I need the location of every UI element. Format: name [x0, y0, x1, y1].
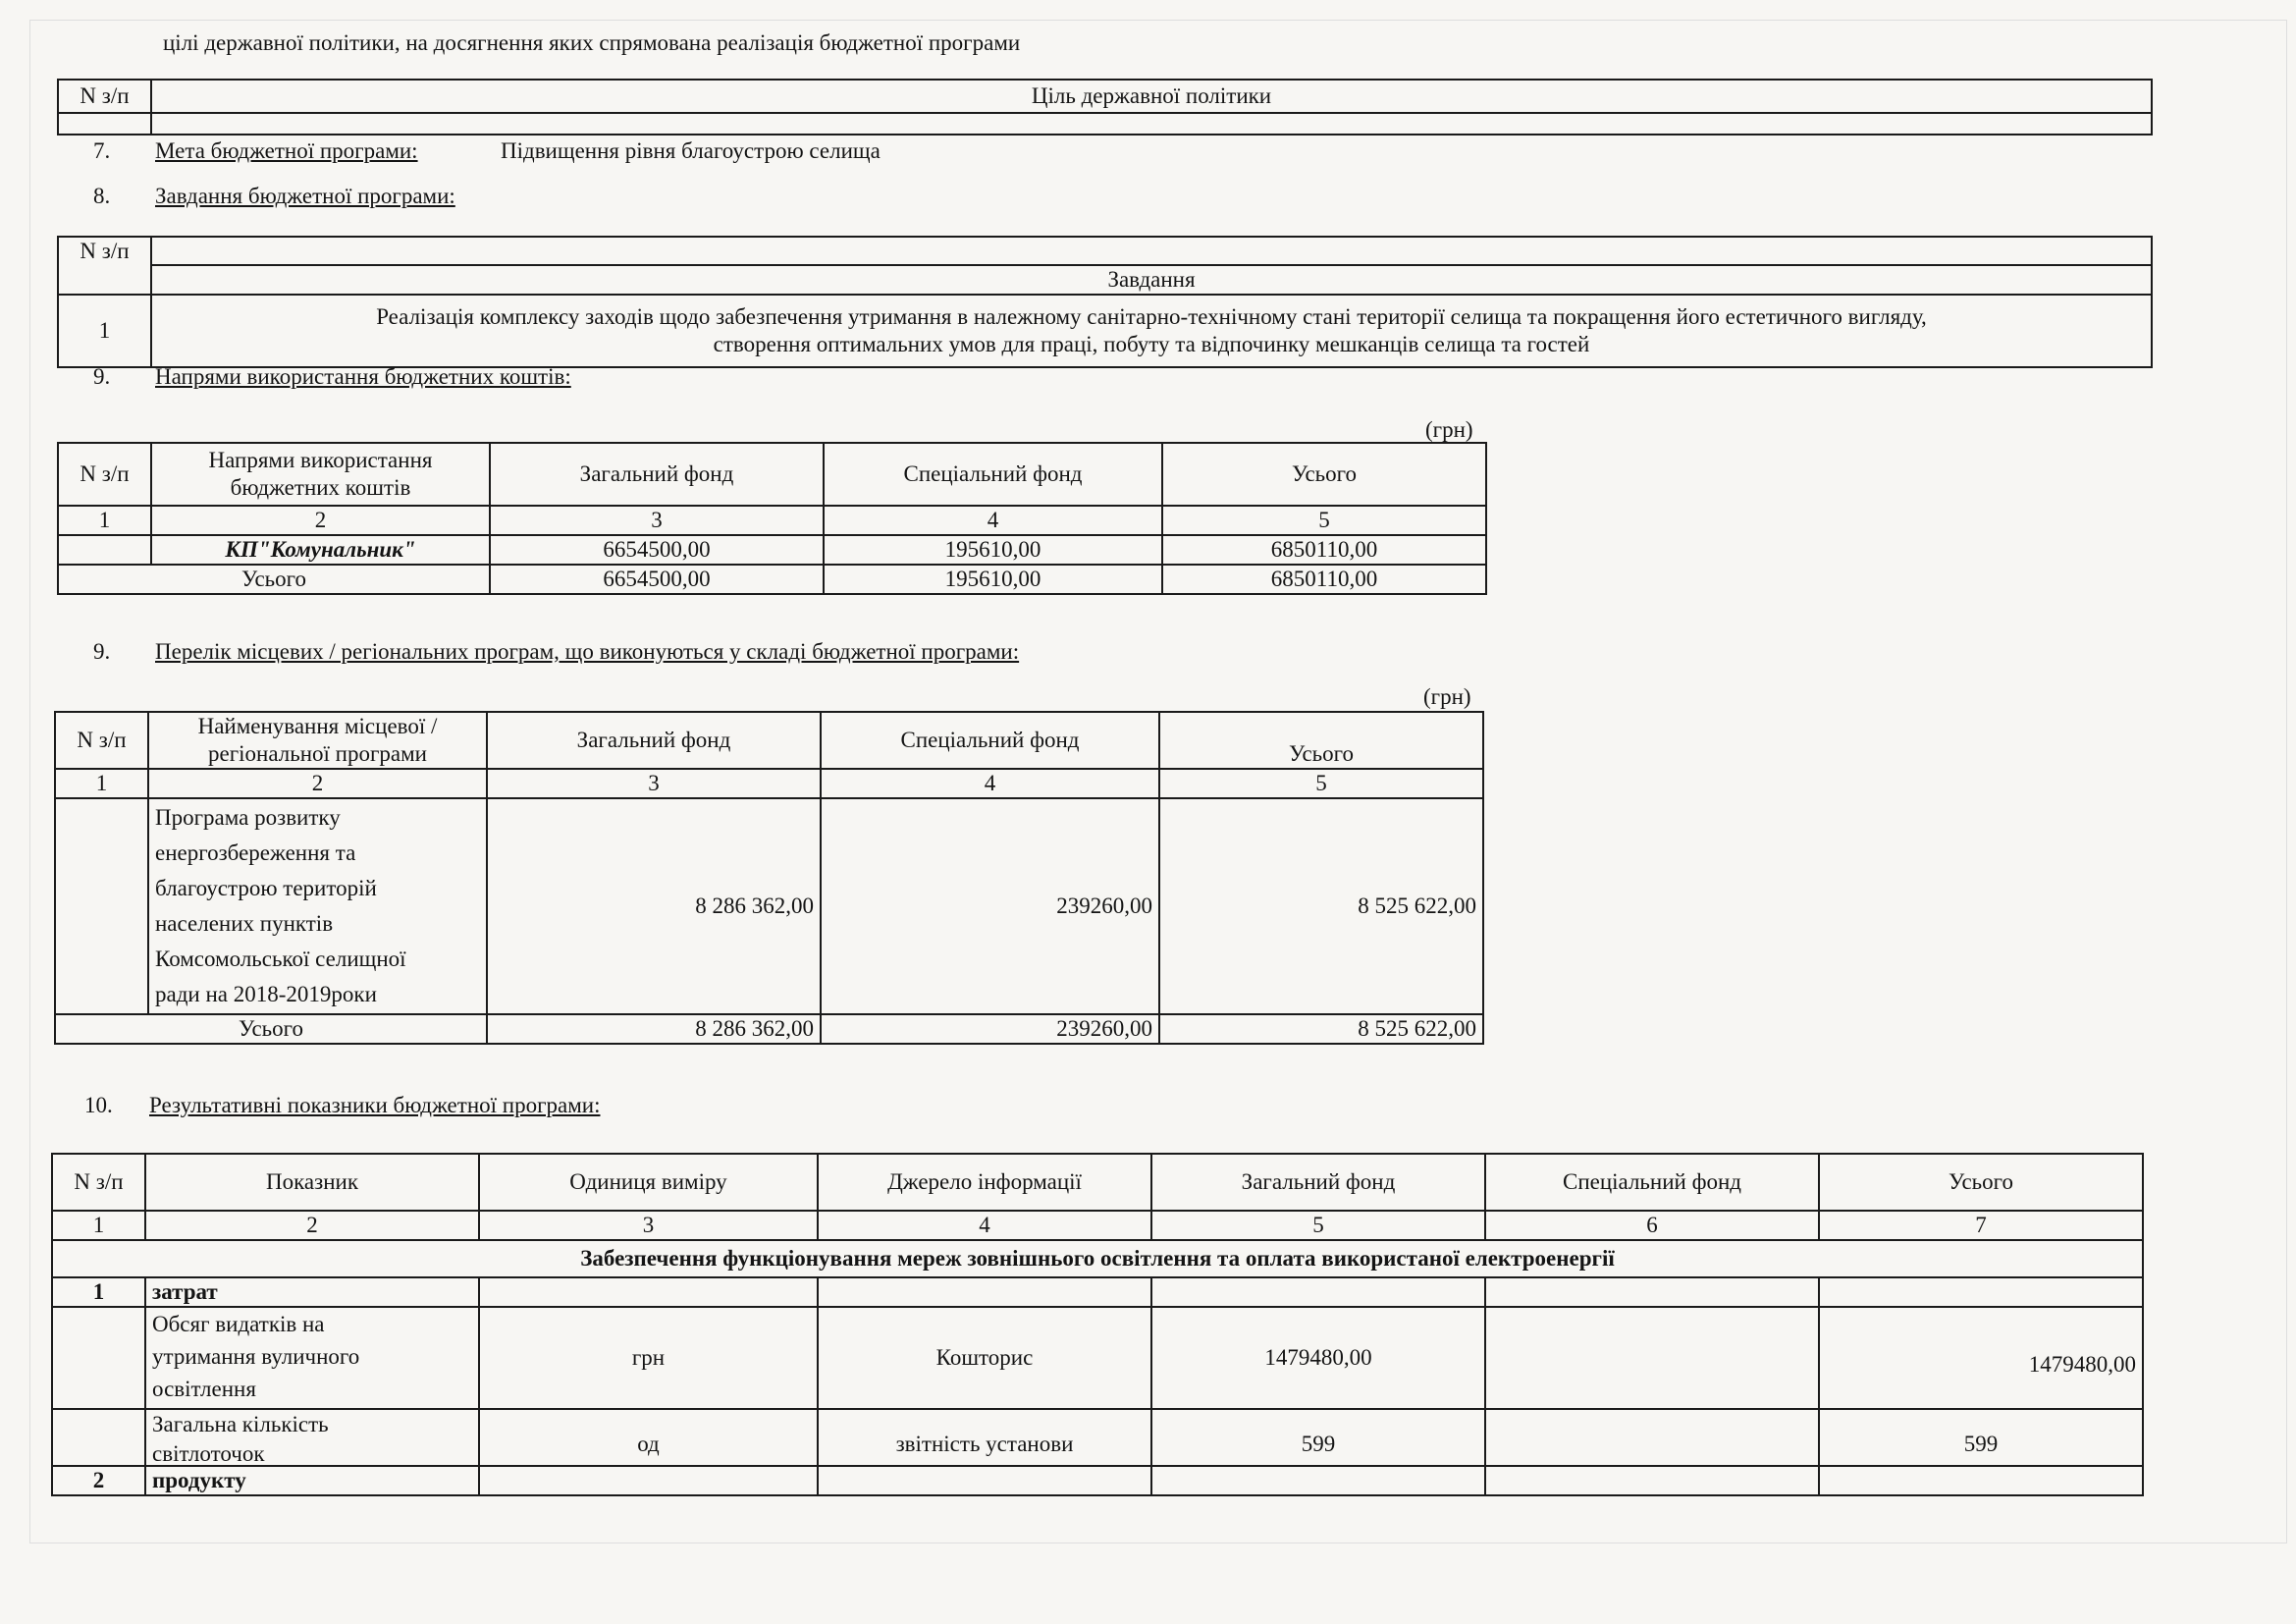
section8-label: Завдання бюджетної програми: — [155, 184, 455, 208]
section10-num: 10. — [84, 1093, 113, 1117]
programs-idx-3: 3 — [487, 769, 821, 798]
funds-row-general: 6654500,00 — [490, 535, 824, 565]
funds-idx-5: 5 — [1162, 506, 1486, 535]
policy-col-goal: Ціль державної політики — [151, 80, 2152, 113]
ind-row-2-source: звітність установи — [818, 1409, 1151, 1466]
ind-idx-5: 5 — [1151, 1211, 1485, 1240]
section7-label: Мета бюджетної програми: — [155, 138, 418, 163]
ind-idx-2: 2 — [145, 1211, 479, 1240]
tasks-table — [57, 236, 2153, 368]
indicators-table — [51, 1153, 2144, 1496]
ind-idx-1: 1 — [52, 1211, 145, 1240]
ind-h-total: Усього — [1819, 1154, 2143, 1211]
section10-label: Результативні показники бюджетної програми: — [149, 1093, 601, 1117]
ind-section-1-num: 1 — [52, 1277, 145, 1307]
programs-h-special: Спеціальний фонд — [821, 712, 1159, 769]
ind-row-2-unit: од — [479, 1409, 818, 1466]
section8-num: 8. — [93, 184, 111, 208]
ind-row-2-total: 599 — [1819, 1409, 2143, 1466]
funds-row-name: КП"Комунальник" — [151, 535, 490, 565]
funds-row-special: 195610,00 — [824, 535, 1162, 565]
funds-total-total: 6850110,00 — [1162, 565, 1486, 594]
funds-idx-3: 3 — [490, 506, 824, 535]
ind-row-1-source: Кошторис — [818, 1307, 1151, 1409]
section7-num: 7. — [93, 138, 111, 163]
section7-value: Підвищення рівня благоустрою селища — [501, 138, 881, 163]
funds-h-name: Напрями використання бюджетних коштів — [151, 443, 490, 506]
section9a-num: 9. — [93, 364, 111, 389]
ind-row-1-unit: грн — [479, 1307, 818, 1409]
funds-total-special: 195610,00 — [824, 565, 1162, 594]
funds-h-num: N з/п — [58, 443, 151, 506]
ind-row-2-general: 599 — [1151, 1409, 1485, 1466]
tasks-row-text: Реалізація комплексу заходів щодо забезпечення утримання в належному санітарно-технічному стані території селища та покращення його естетичного вигляду, створення оптимальних умов для праці, побуту та відпочинку мешканців селища та гостей — [151, 295, 2152, 367]
funds-row-num — [58, 535, 151, 565]
programs-idx-2: 2 — [148, 769, 487, 798]
ind-row-1-total: 1479480,00 — [1819, 1307, 2143, 1409]
programs-h-total: Усього — [1159, 712, 1483, 769]
programs-idx-4: 4 — [821, 769, 1159, 798]
ind-h-general: Загальний фонд — [1151, 1154, 1485, 1211]
ind-row-2-name: Загальна кількість світлоточок — [145, 1409, 479, 1466]
funds-row-total: 6850110,00 — [1162, 535, 1486, 565]
programs-idx-1: 1 — [55, 769, 148, 798]
ind-row-2-special — [1485, 1409, 1819, 1466]
ind-row-1-name: Обсяг видатків на утримання вуличного освітлення — [145, 1307, 479, 1409]
funds-idx-4: 4 — [824, 506, 1162, 535]
tasks-col-num: N з/п — [58, 237, 151, 265]
programs-total-label: Усього — [55, 1014, 487, 1044]
funds-h-special: Спеціальний фонд — [824, 443, 1162, 506]
tasks-col-task: Завдання — [151, 265, 2152, 295]
ind-idx-6: 6 — [1485, 1211, 1819, 1240]
programs-row-total: 8 525 622,00 — [1159, 798, 1483, 1014]
funds-unit: (грн) — [1425, 417, 1473, 442]
programs-row-general: 8 286 362,00 — [487, 798, 821, 1014]
ind-row-1-special — [1485, 1307, 1819, 1409]
ind-section-2-num: 2 — [52, 1466, 145, 1495]
funds-total-general: 6654500,00 — [490, 565, 824, 594]
ind-group-title: Забезпечення функціонування мереж зовнішнього освітлення та оплата використаної електроенергії — [52, 1240, 2143, 1277]
funds-idx-1: 1 — [58, 506, 151, 535]
section9b-num: 9. — [93, 639, 111, 664]
programs-total-special: 239260,00 — [821, 1014, 1159, 1044]
ind-idx-3: 3 — [479, 1211, 818, 1240]
programs-total-general: 8 286 362,00 — [487, 1014, 821, 1044]
ind-h-num: N з/п — [52, 1154, 145, 1211]
programs-unit: (грн) — [1423, 684, 1471, 709]
programs-h-name: Найменування місцевої / регіональної програми — [148, 712, 487, 769]
ind-h-source: Джерело інформації — [818, 1154, 1151, 1211]
ind-h-unit: Одиниця виміру — [479, 1154, 818, 1211]
programs-row-num — [55, 798, 148, 1014]
policy-table — [57, 79, 2153, 135]
ind-section-2-title: продукту — [145, 1466, 479, 1495]
programs-row-special: 239260,00 — [821, 798, 1159, 1014]
programs-h-general: Загальний фонд — [487, 712, 821, 769]
funds-h-total: Усього — [1162, 443, 1486, 506]
ind-idx-4: 4 — [818, 1211, 1151, 1240]
ind-h-special: Спеціальний фонд — [1485, 1154, 1819, 1211]
funds-total-label: Усього — [58, 565, 490, 594]
ind-section-1-title: затрат — [145, 1277, 479, 1307]
programs-total-total: 8 525 622,00 — [1159, 1014, 1483, 1044]
funds-table — [57, 442, 1487, 595]
programs-row-name: Програма розвитку енергозбереження та благоустрою територій населених пунктів Комсомольської селищної ради на 2018-2019роки — [148, 798, 487, 1014]
ind-h-name: Показник — [145, 1154, 479, 1211]
ind-row-1-general: 1479480,00 — [1151, 1307, 1485, 1409]
programs-table — [54, 711, 1484, 1045]
section9b-label: Перелік місцевих / регіональних програм, що виконуються у складі бюджетної програми: — [155, 639, 1020, 664]
header-line: цілі державної політики, на досягнення яких спрямована реалізація бюджетної програми — [163, 30, 1021, 55]
tasks-row-num: 1 — [58, 295, 151, 367]
section9a-label: Напрями використання бюджетних коштів: — [155, 364, 571, 389]
policy-col-num: N з/п — [58, 80, 151, 113]
funds-h-general: Загальний фонд — [490, 443, 824, 506]
ind-idx-7: 7 — [1819, 1211, 2143, 1240]
programs-idx-5: 5 — [1159, 769, 1483, 798]
programs-h-num: N з/п — [55, 712, 148, 769]
funds-idx-2: 2 — [151, 506, 490, 535]
